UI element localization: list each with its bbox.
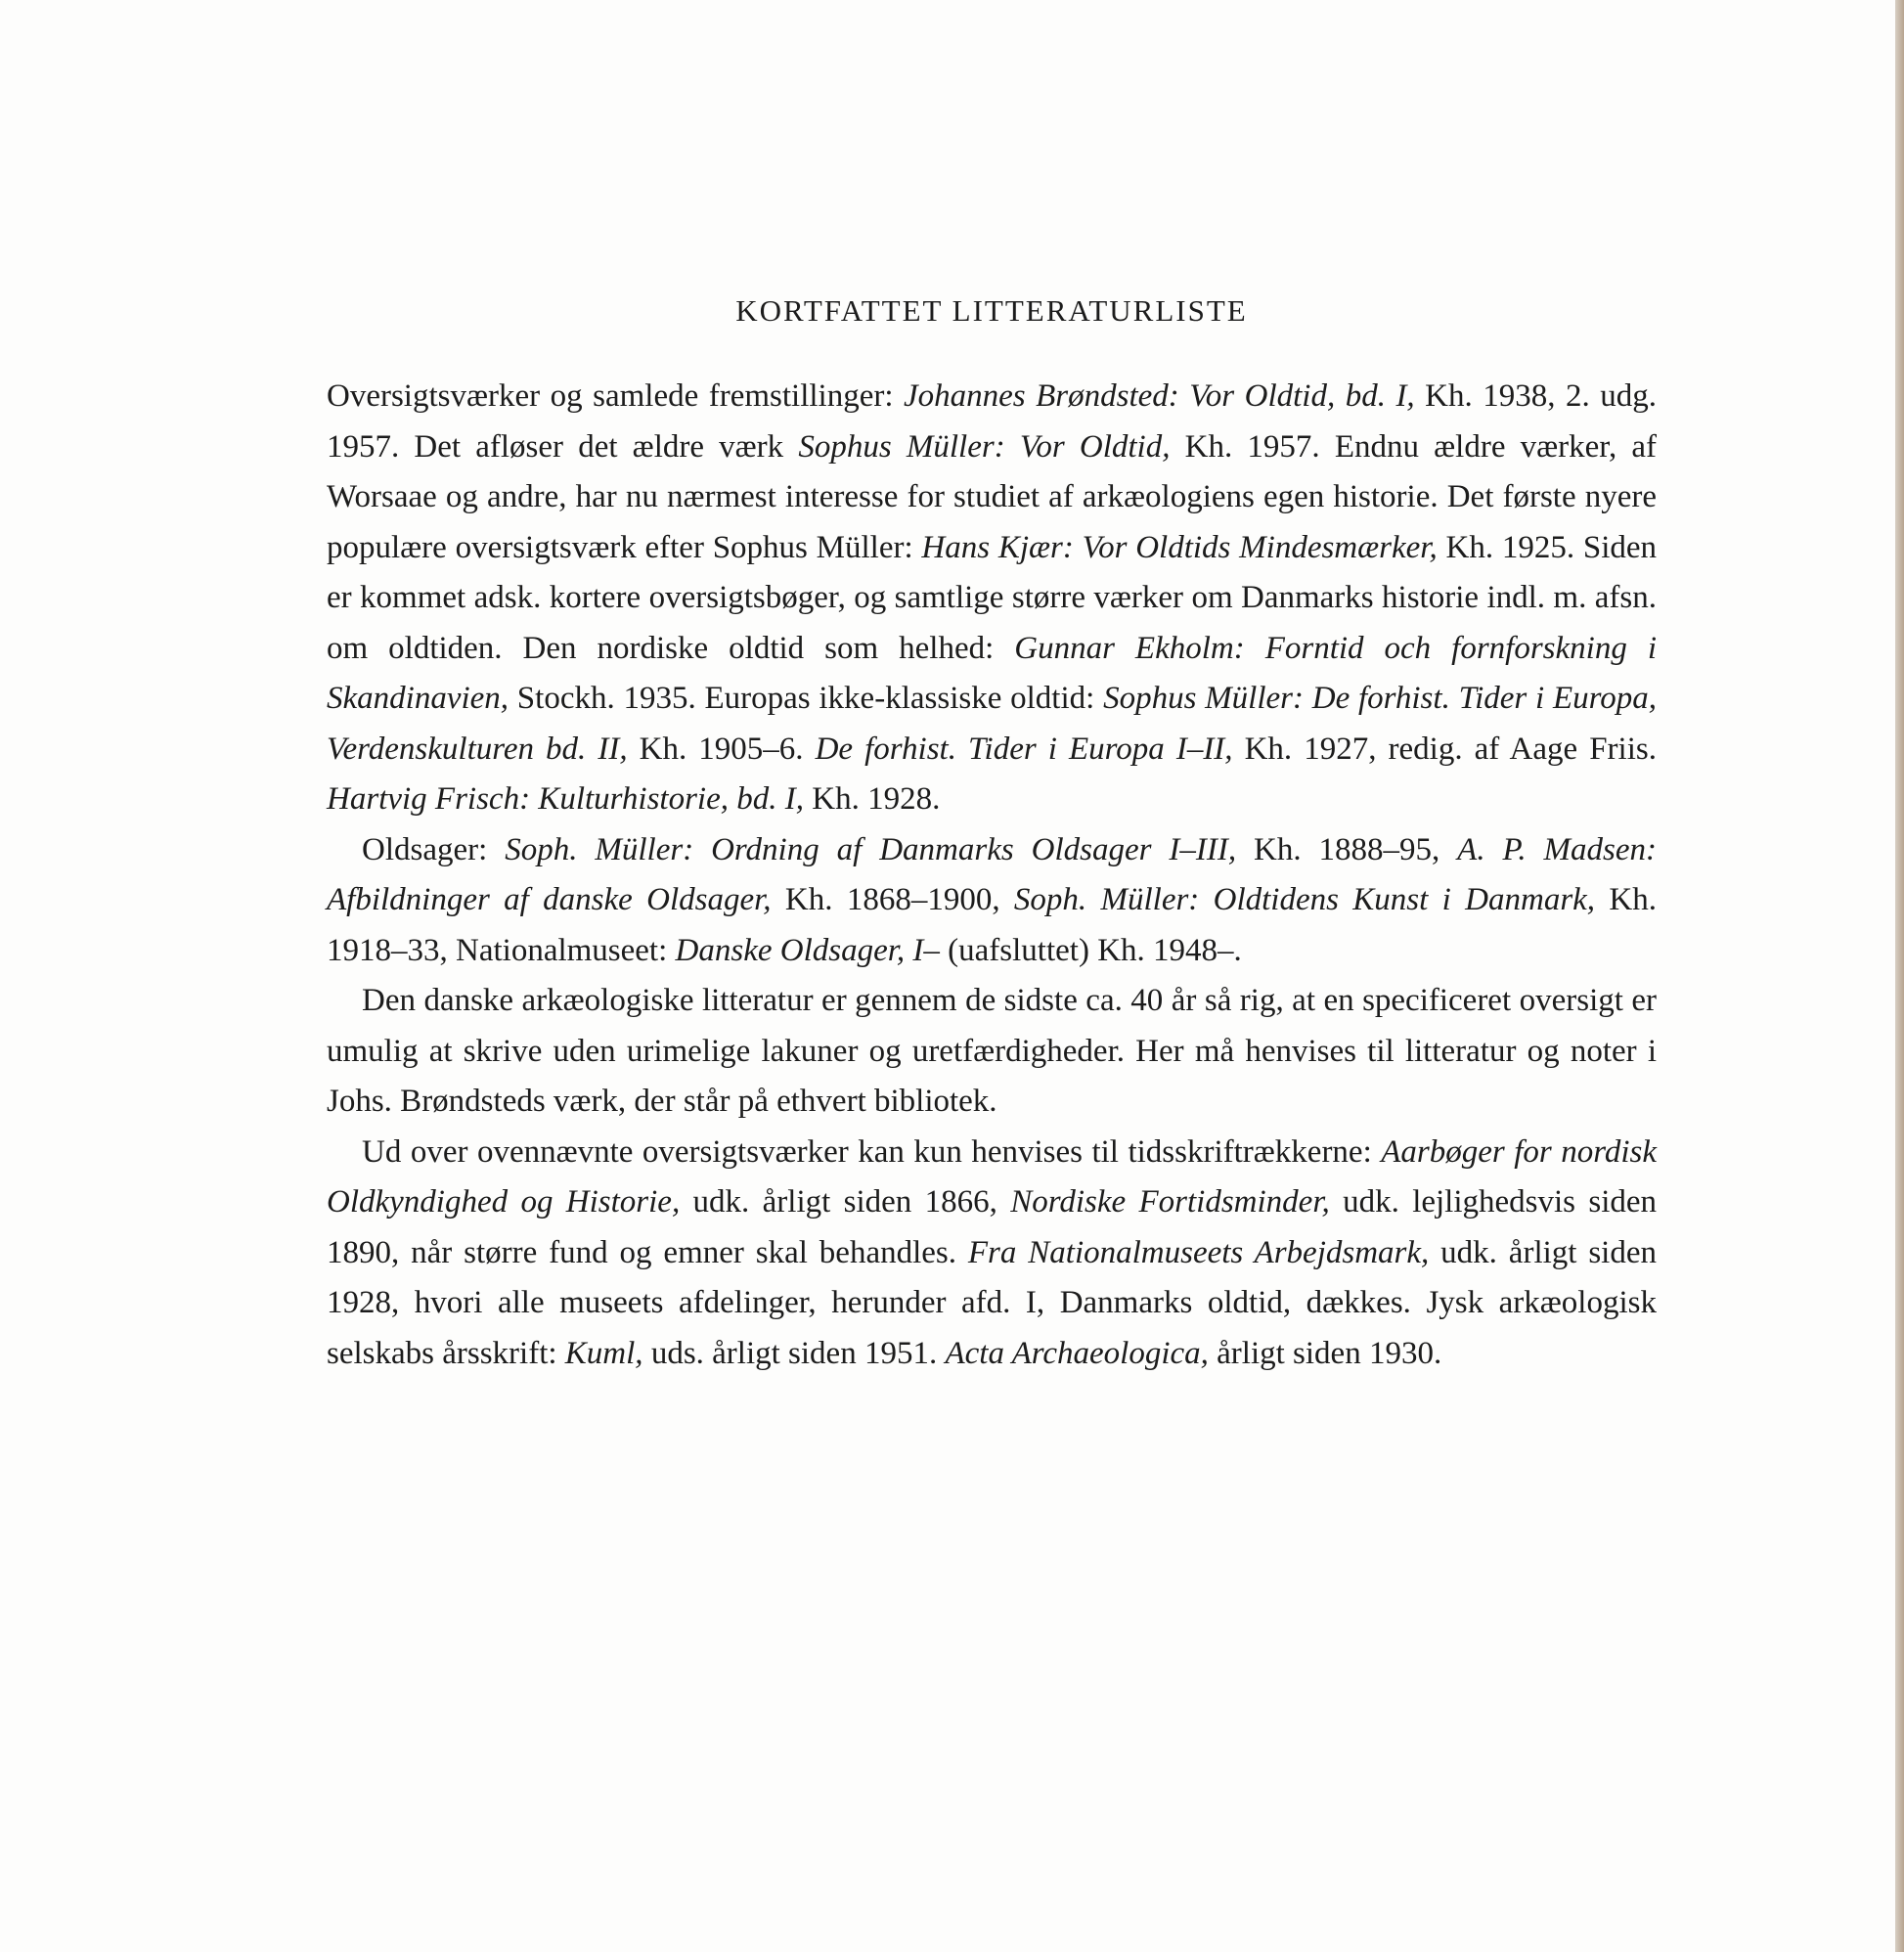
italic-citation: Kuml, — [564, 1335, 643, 1371]
text-segment: Kh. 1957. Endnu ældre værker, af Worsaae og andre, har nu nærmest interesse for studiet af arkæologiens egen historie. Det første nyere populære oversigtsværk efter Sophus Müller: — [327, 428, 1658, 565]
italic-citation: Soph. Müller: Oldtidens Kunst i Danmark, — [1013, 882, 1596, 917]
text-segment: Kh. 1868–1900, — [771, 882, 1014, 917]
text-segment: (uafsluttet) Kh. 1948–. — [939, 932, 1242, 968]
page-title: KORTFATTET LITTERATURLISTE — [735, 293, 1248, 328]
text-segment: uds. årligt siden 1951. — [642, 1335, 946, 1371]
text-segment: Oldsager: — [362, 831, 506, 867]
page-edge-shadow — [1895, 0, 1904, 1952]
text-segment: Den danske arkæologiske litteratur er gennem de sidste ca. 40 år så rig, at en specificeret oversigt er umulig at skrive uden urimelige lakuner og uretfærdigheder. Her må henvises til litteratur og noter i Johs. Brøndsteds værk, der står på ethvert bibliotek. — [327, 983, 1657, 1119]
text-segment: Ud over ovennævnte oversigtsværker kan kun henvises til tidsskriftrækkerne: — [362, 1133, 1382, 1170]
text-segment: Kh. 1925. Siden er kommet adsk. kortere oversigtsbøger, og samtlige større værker om Danmarks historie indl. m. afsn. om oldtiden. Den nordiske oldtid som helhed: — [327, 529, 1658, 666]
italic-citation: Danske Oldsager, I– — [675, 932, 940, 968]
italic-citation: Gunnar Ekholm: Forntid och fornforskning i Skandinavien, — [327, 630, 1657, 716]
text-segment: Kh. 1928. — [803, 781, 941, 817]
text-segment: Kh. 1905–6. — [627, 731, 816, 767]
italic-citation: Hartvig Frisch: Kulturhistorie, bd. I, — [327, 781, 804, 817]
italic-citation: Johannes Brøndsted: Vor Oldtid, bd. I, — [904, 378, 1415, 414]
text-segment: udk. årligt siden 1928, hvori alle museets afdelinger, herunder afd. I, Danmarks oldtid, dækkes. Jysk arkæologisk selskabs årsskrift: — [327, 1234, 1657, 1371]
text-segment: Kh. 1918–33, Nationalmuseet: — [327, 882, 1657, 968]
paragraph — [327, 976, 1657, 1128]
italic-citation: Fra Nationalmuseets Arbejdsmark, — [967, 1234, 1430, 1270]
italic-citation: De forhist. Tider i Europa I–II, — [815, 731, 1233, 767]
paragraph — [327, 372, 1657, 825]
paragraph — [327, 1128, 1657, 1380]
italic-citation: Nordiske Fortidsminder, — [1010, 1184, 1330, 1220]
text-segment: Stockh. 1935. Europas ikke-klassiske oldtid: — [509, 681, 1104, 716]
italic-citation: Acta Archaeologica, — [945, 1335, 1209, 1371]
text-segment: Kh. 1938, 2. udg. 1957. Det afløser det ældre værk — [327, 378, 1657, 465]
paragraph — [327, 825, 1657, 977]
italic-citation: Hans Kjær: Vor Oldtids Mindesmærker, — [921, 529, 1438, 565]
italic-citation: Sophus Müller: De forhist. Tider i Europa, Verdenskulturen bd. II, — [327, 681, 1657, 767]
text-segment: årligt siden 1930. — [1208, 1335, 1442, 1371]
text-segment: Kh. 1888–95, — [1236, 831, 1458, 867]
italic-citation: A. P. Madsen: Afbildninger af danske Oldsager, — [327, 831, 1658, 917]
italic-citation: Soph. Müller: Ordning af Danmarks Oldsager I–III, — [505, 831, 1237, 867]
text-segment: Kh. 1927, redig. af Aage Friis. — [1232, 731, 1657, 767]
text-segment: udk. årligt siden 1866, — [680, 1184, 1011, 1220]
document-body — [327, 372, 1657, 1379]
text-segment: Oversigtsværker og samlede fremstillinger: — [327, 378, 905, 414]
document-page — [327, 293, 1657, 1379]
italic-citation: Aarbøger for nordisk Oldkyndighed og Historie, — [327, 1133, 1657, 1220]
italic-citation: Sophus Müller: Vor Oldtid, — [798, 428, 1171, 465]
text-segment: udk. lejlighedsvis siden 1890, når større fund og emner skal behandles. — [327, 1184, 1658, 1270]
